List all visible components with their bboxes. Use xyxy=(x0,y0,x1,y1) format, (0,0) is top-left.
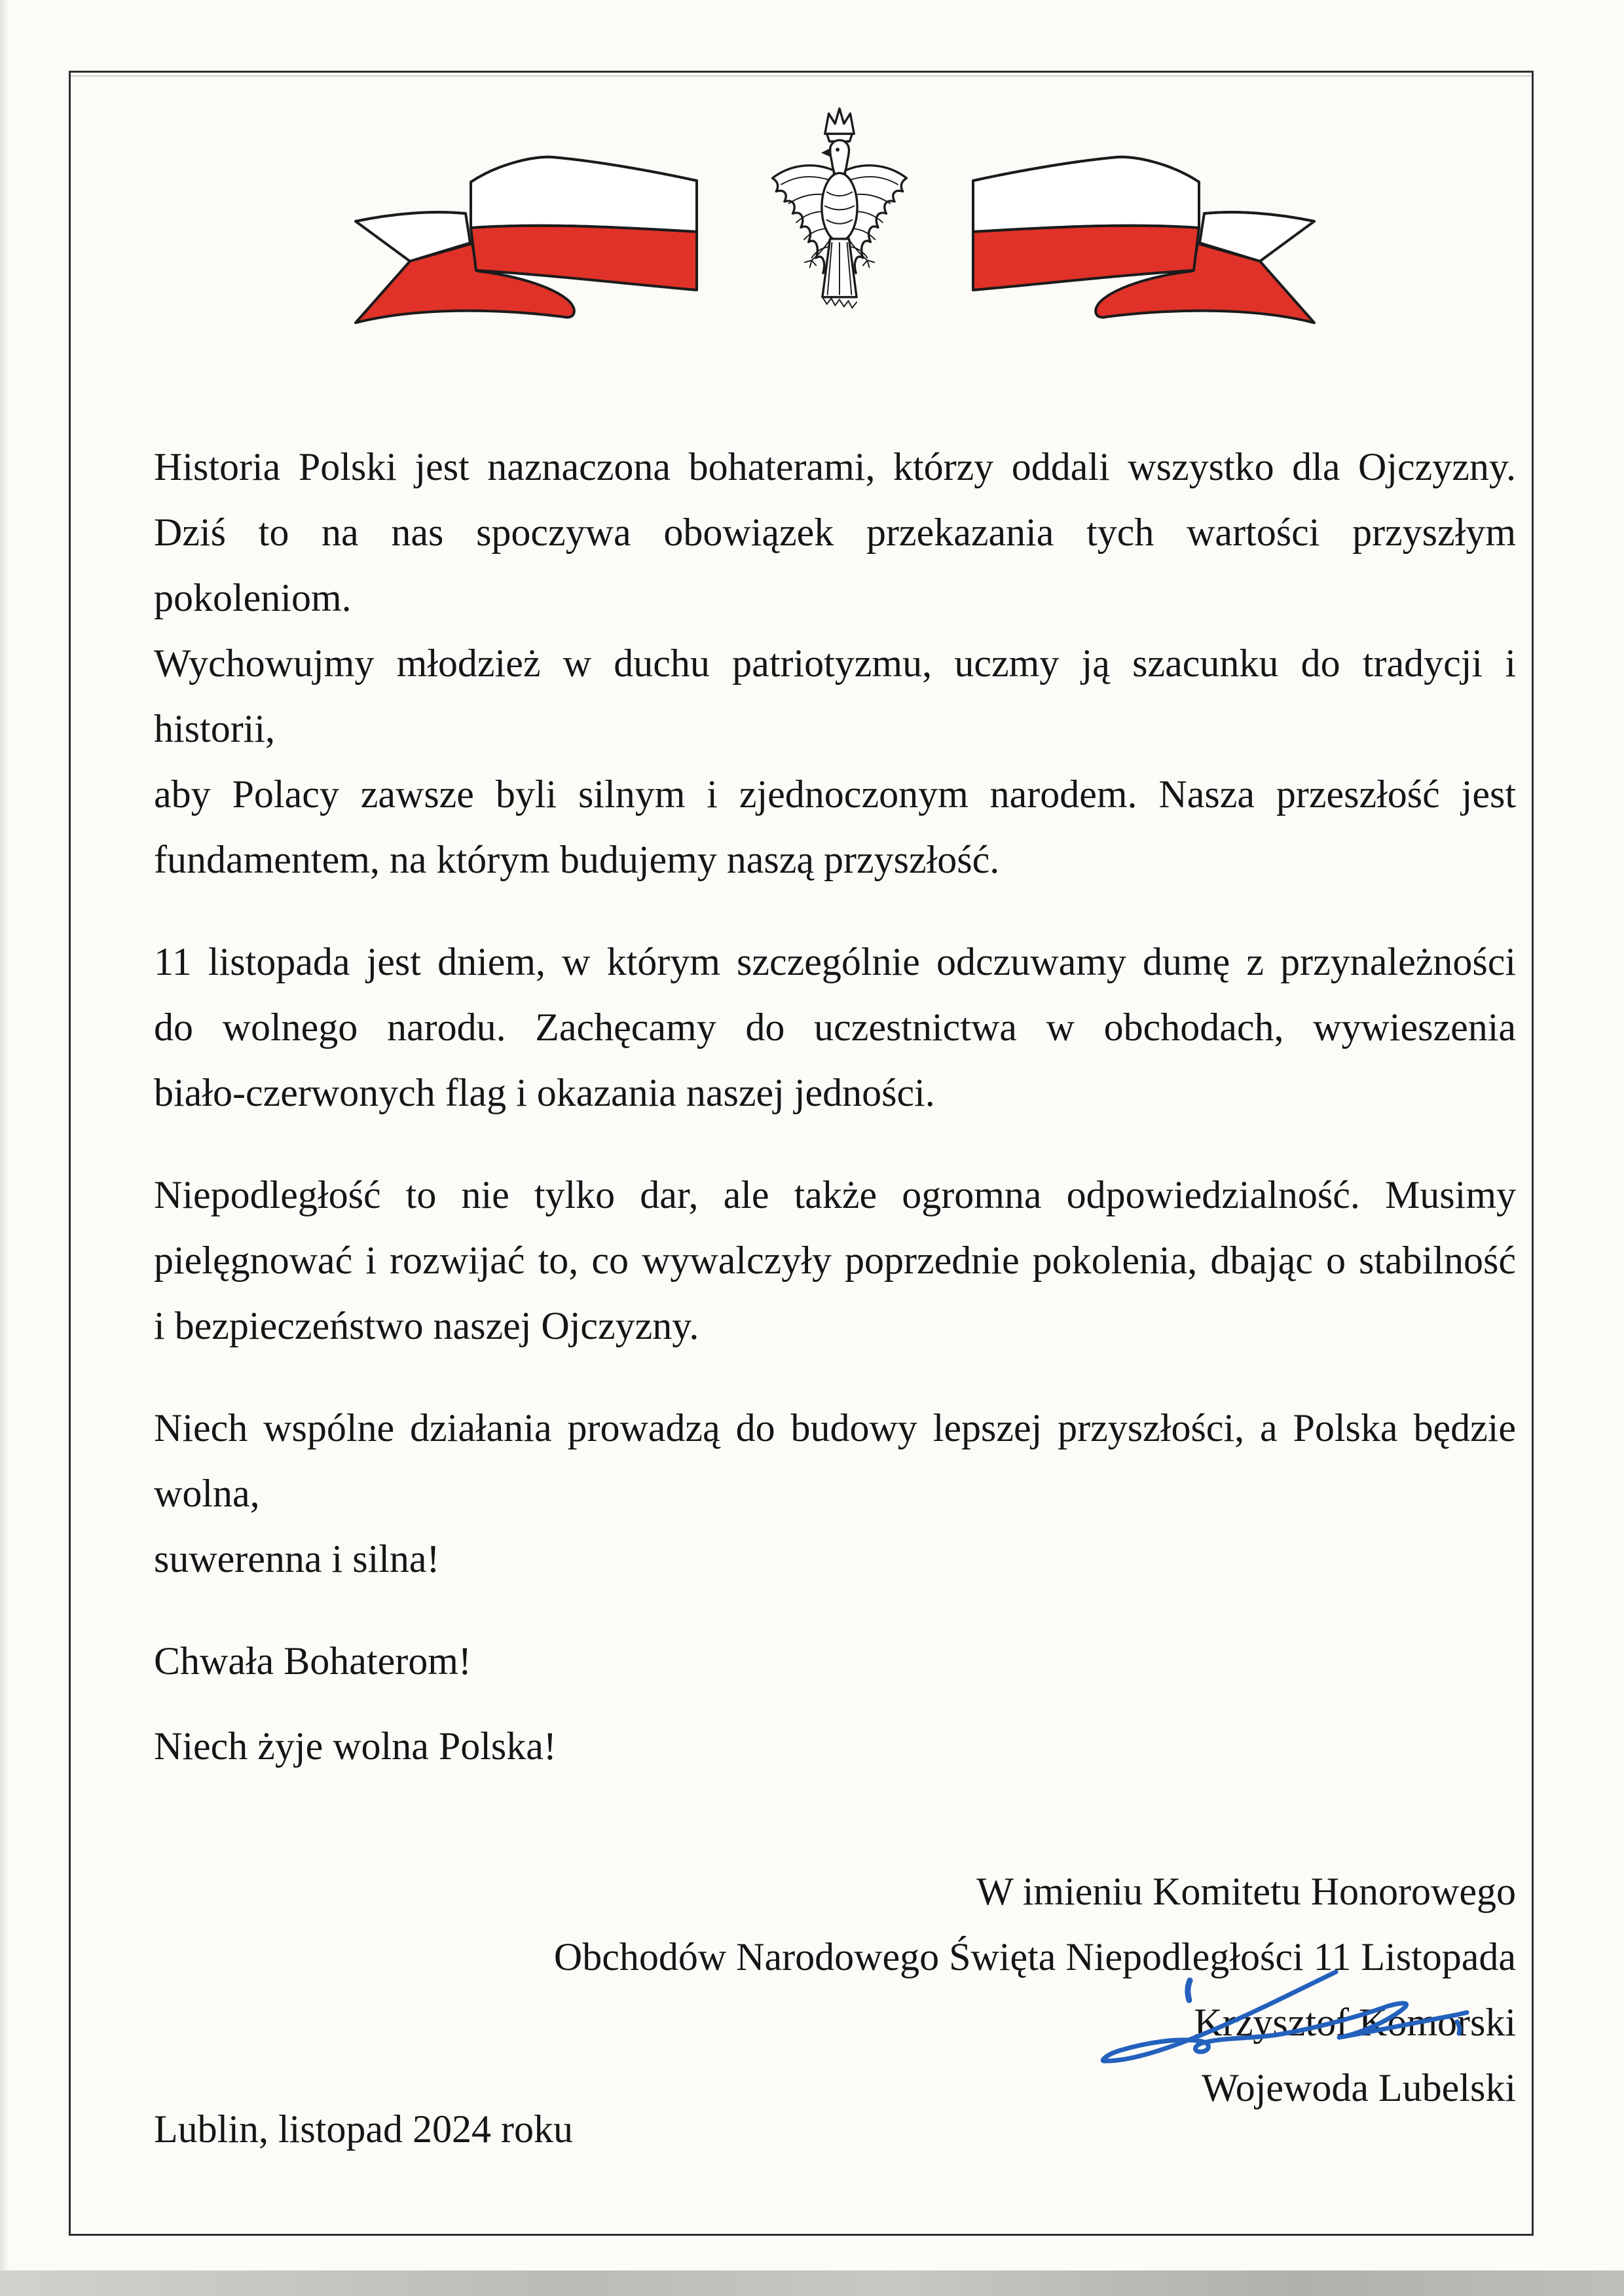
closing-line: W imieniu Komitetu Honorowego xyxy=(976,1870,1516,1913)
slogan-glory-to-heroes xyxy=(154,1628,1516,1694)
paragraph-2 xyxy=(154,929,1516,1125)
signature-scribble xyxy=(1080,1964,1486,2088)
letter-body xyxy=(154,434,1516,2121)
paragraph-1 xyxy=(154,434,1516,892)
body-line: Niech wspólne działania prowadzą do budowy lepszej przyszłości, a Polska będzie wolna, xyxy=(154,1406,1516,1515)
paragraph-4 xyxy=(154,1395,1516,1592)
body-line: aby Polacy zawsze byli silnym i zjednoczonym narodem. Nasza przeszłość jest xyxy=(154,773,1516,816)
closing-line: Obchodów Narodowego Święta Niepodległości 11 Listopada xyxy=(553,1935,1516,1978)
scan-artifact-bottom-band xyxy=(0,2270,1624,2296)
body-line: suwerenna i silna! xyxy=(154,1537,440,1580)
polish-eagle-emblem xyxy=(741,103,938,331)
signer-title: Wojewoda Lubelski xyxy=(1201,2066,1516,2109)
body-line: 11 listopada jest dniem, w którym szczególnie odczuwamy dumę z przynależności xyxy=(154,940,1516,983)
slogan-long-live-poland xyxy=(154,1713,1516,1779)
body-line: do wolnego narodu. Zachęcamy do uczestnictwa w obchodach, wywieszenia xyxy=(154,1006,1516,1049)
body-line: Niepodległość to nie tylko dar, ale także ogromna odpowiedzialność. Musimy xyxy=(154,1173,1516,1216)
body-line: Dziś to na nas spoczywa obowiązek przekazania tych wartości przyszłym pokoleniom. xyxy=(154,511,1516,619)
slogan-line: Niech żyje wolna Polska! xyxy=(154,1724,557,1768)
body-line: Wychowujmy młodzież w duchu patriotyzmu, uczmy ją szacunku do tradycji i historii, xyxy=(154,642,1516,750)
dateline: Lublin, listopad 2024 roku xyxy=(154,2107,573,2151)
body-line: pielęgnować i rozwijać to, co wywalczyły poprzednie pokolenia, dbając o stabilność xyxy=(154,1239,1516,1282)
scan-artifact-left-edge xyxy=(0,0,9,2270)
paragraph-3 xyxy=(154,1162,1516,1358)
body-line: Historia Polski jest naznaczona bohaterami, którzy oddali wszystko dla Ojczyzny. xyxy=(154,445,1516,488)
slogan-line: Chwała Bohaterom! xyxy=(154,1639,471,1683)
left-flag-ribbon-icon xyxy=(348,155,707,325)
right-flag-ribbon-icon xyxy=(963,155,1322,325)
body-line: i bezpieczeństwo naszej Ojczyzny. xyxy=(154,1304,699,1347)
signer-name: Krzysztof Komorski xyxy=(1194,2001,1516,2044)
body-line: fundamentem, na którym budujemy naszą przyszłość. xyxy=(154,838,1000,881)
body-line: biało-czerwonych flag i okazania naszej jedności. xyxy=(154,1071,935,1114)
